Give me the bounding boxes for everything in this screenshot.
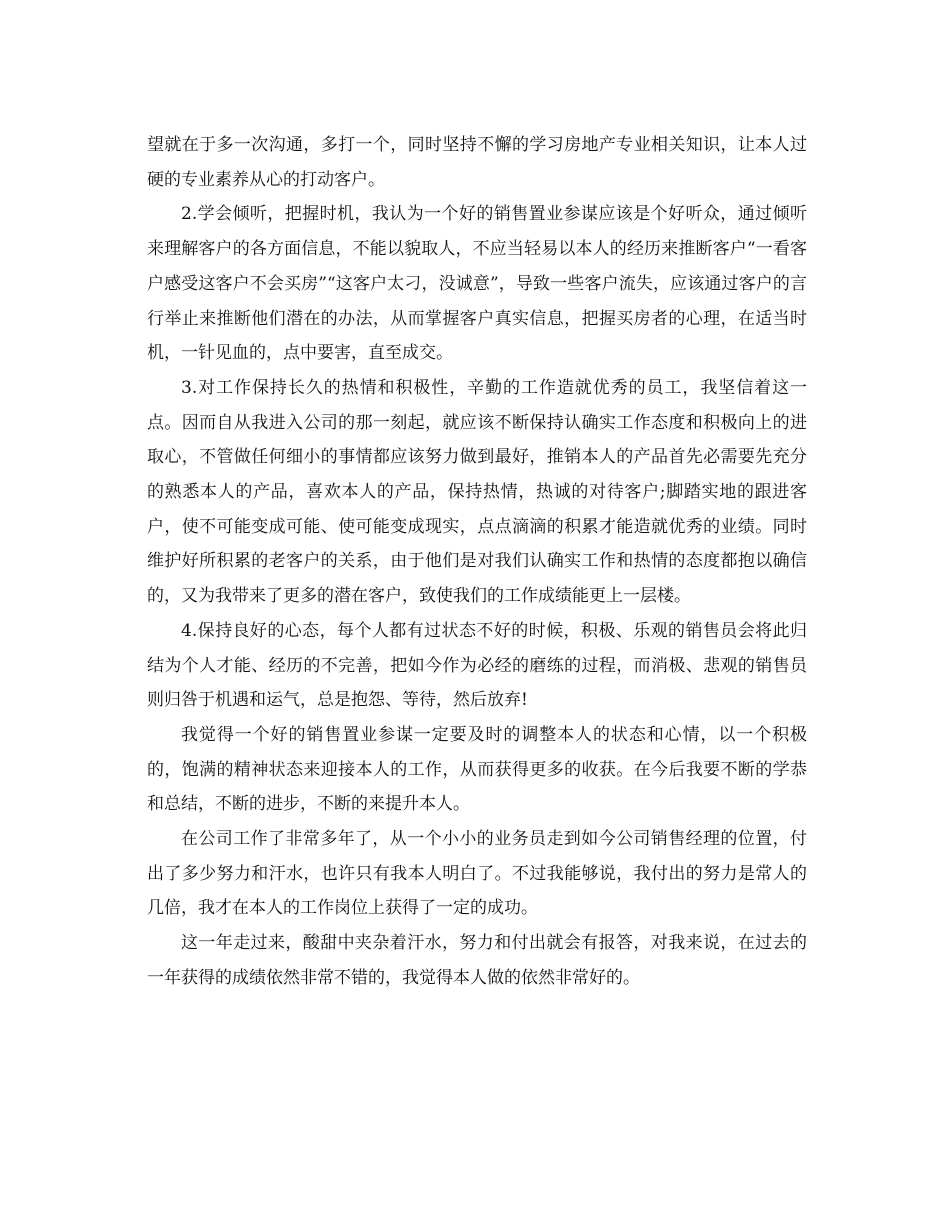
paragraph-point-3: 3.对工作保持长久的热情和积极性，辛勤的工作造就优秀的员工，我坚信着这一点。因而自从我进入公司的那一刻起，就应该不断保持认确实工作态度和积极向上的进取心，不管做任何细小的事情都应该努力做到最好，推销本人的产品首先必需要先充分的熟悉本人的产品，喜欢本人的产品，保持热情，热诚的对待客户;脚踏实地的跟进客户，使不可能变成可能、使可能变成现实，点点滴滴的积累才能造就优秀的业绩。同时维护好所积累的老客户的关系，由于他们是对我们认确实工作和热情的态度都抱以确信的，又为我带来了更多的潜在客户，致使我们的工作成绩能更上一层楼。 <box>147 377 807 607</box>
paragraph-career: 在公司工作了非常多年了，从一个小小的业务员走到如今公司销售经理的位置，付出了多少努力和汗水，也许只有我本人明白了。不过我能够说，我付出的努力是常人的几倍，我才在本人的工作岗位上获得了一定的成功。 <box>147 829 807 919</box>
paragraph-point-4: 4.保持良好的心态，每个人都有过状态不好的时候，积极、乐观的销售员会将此归结为个人才能、经历的不完善，把如今作为必经的磨练的过程，而消极、悲观的销售员则归咎于机遇和运气，总是抱怨、等待，然后放弃! <box>147 620 807 711</box>
paragraph-year-summary: 这一年走过来，酸甜中夹杂着汗水，努力和付出就会有报答，对我来说，在过去的一年获得的成绩依然非常不错的，我觉得本人做的依然非常好的。 <box>147 933 807 988</box>
document-body <box>147 128 807 996</box>
paragraph-adjust-state: 我觉得一个好的销售置业参谋一定要及时的调整本人的状态和心情，以一个积极的，饱满的精神状态来迎接本人的工作，从而获得更多的收获。在今后我要不断的学恭和总结，不断的进步，不断的来提升本人。 <box>147 724 807 815</box>
paragraph-continuation: 望就在于多一次沟通，多打一个，同时坚持不懈的学习房地产专业相关知识，让本人过硬的专业素养从心的打动客户。 <box>147 135 807 190</box>
paragraph-point-2: 2.学会倾听，把握时机，我认为一个好的销售置业参谋应该是个好听众，通过倾听来理解客户的各方面信息，不能以貌取人，不应当轻易以本人的经历来推断客户“一看客户感受这客户不会买房”“这客户太刁，没诚意”，导致一些客户流失，应该通过客户的言行举止来推断他们潜在的办法，从而掌握客户真实信息，把握买房者的心理，在适当时机，一针见血的，点中要害，直至成交。 <box>147 204 807 364</box>
